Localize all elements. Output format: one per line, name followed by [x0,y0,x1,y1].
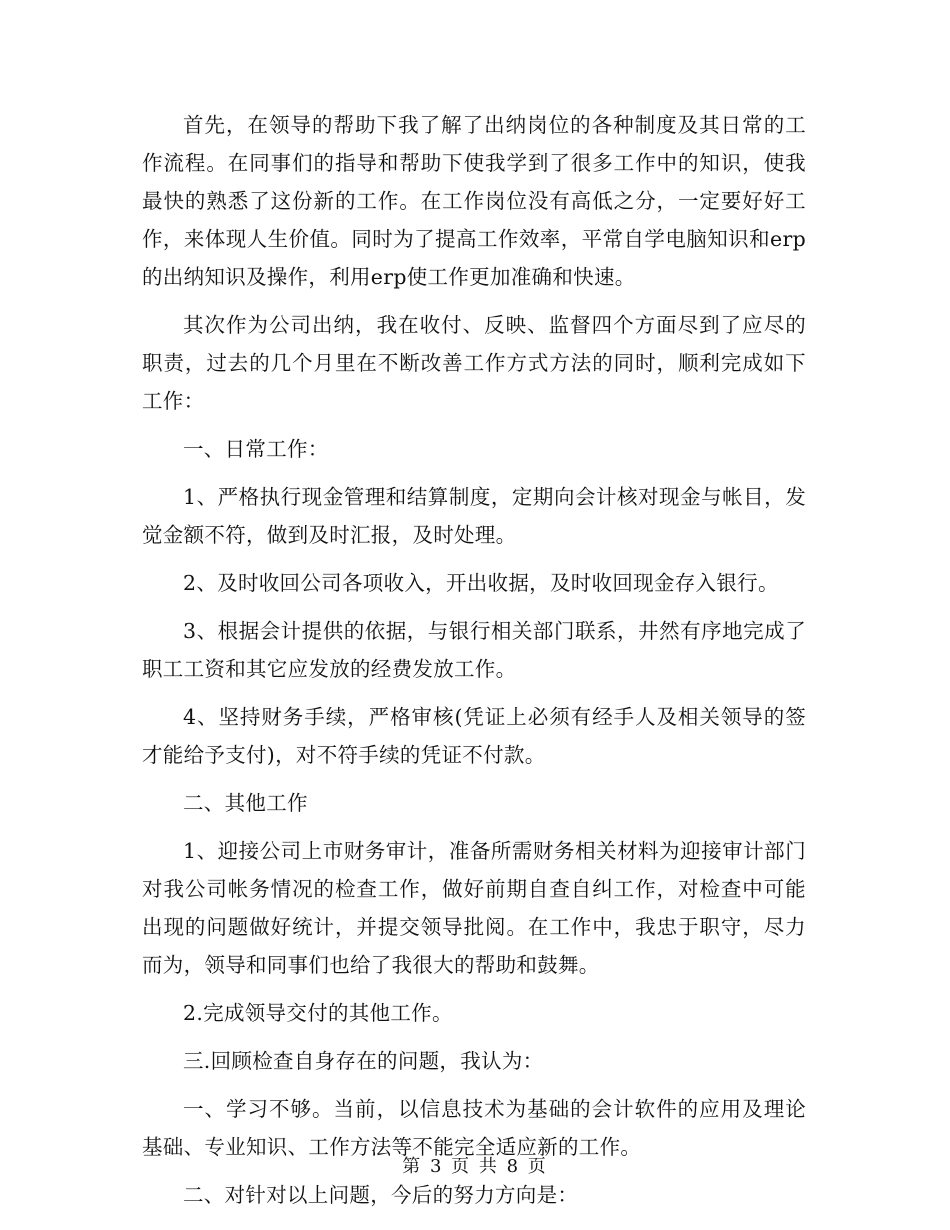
list-item: 2.完成领导交付的其他工作。 [183,1001,453,1025]
section-heading: 一、日常工作： [183,437,329,461]
paragraph: 其次作为公司出纳，我在收付、反映、监督四个方面尽到了应尽的职责，过去的几个月里在不断改善工作方式方法的同时，顺利完成如下工作： [142,313,806,413]
paragraph: 二、对针对以上问题，今后的努力方向是： [183,1183,579,1207]
list-item: 1、迎接公司上市财务审计，准备所需财务相关材料为迎接审计部门对我公司帐务情况的检查工作，做好前期自查自纠工作，对检查中可能出现的问题做好统计，并提交领导批阅。在工作中，我忠于职守，尽力而为，领导和同事们也给了我很大的帮助和鼓舞。 [142,839,806,977]
section-heading: 三.回顾检查自身存在的问题，我认为： [183,1049,544,1073]
paragraph: 一、学习不够。当前，以信息技术为基础的会计软件的应用及理论基础、专业知识、工作方法等不能完全适应新的工作。 [142,1097,806,1159]
document-body [142,106,806,1224]
list-item: 3、根据会计提供的依据，与银行相关部门联系，井然有序地完成了职工工资和其它应发放的经费发放工作。 [142,619,806,681]
list-item: 1、严格执行现金管理和结算制度，定期向会计核对现金与帐目，发觉金额不符，做到及时汇报，及时处理。 [142,485,806,547]
section-heading: 二、其他工作 [183,791,308,815]
page-number-footer: 第 3 页 共 8 页 [402,1156,548,1177]
paragraph: 首先，在领导的帮助下我了解了出纳岗位的各种制度及其日常的工作流程。在同事们的指导和帮助下使我学到了很多工作中的知识，使我最快的熟悉了这份新的工作。在工作岗位没有高低之分，一定要好好工作，来体现人生价值。同时为了提高工作效率，平常自学电脑知识和erp的出纳知识及操作，利用erp使工作更加准确和快速。 [142,113,806,289]
list-item: 2、及时收回公司各项收入，开出收据，及时收回现金存入银行。 [183,571,779,595]
list-item: 4、坚持财务手续，严格审核(凭证上必须有经手人及相关领导的签才能给予支付)，对不符手续的凭证不付款。 [142,705,806,767]
